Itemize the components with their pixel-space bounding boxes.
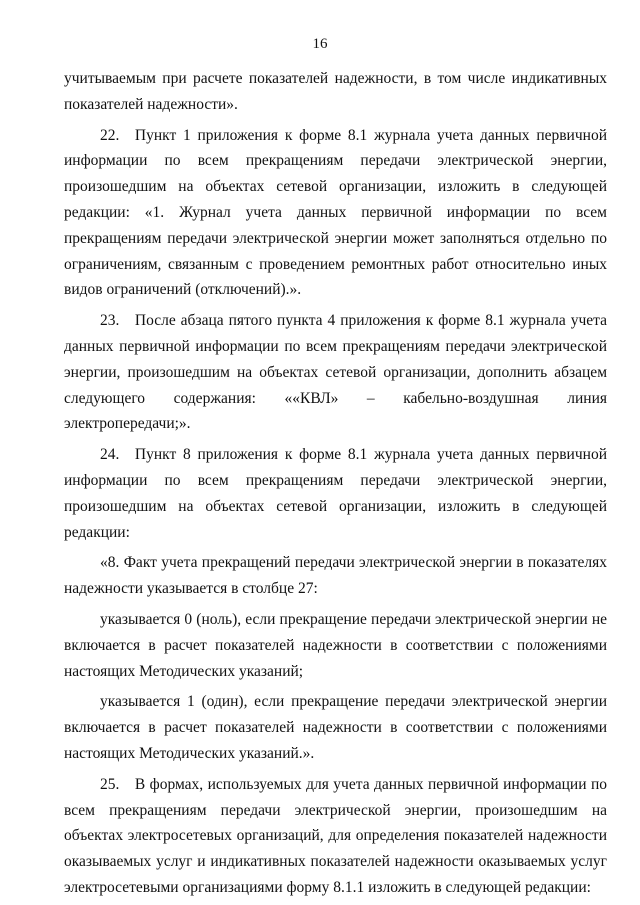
paragraph-item-25: 25. В формах, используемых для учета данных первичной информации по всем прекращениям передачи электрической энергии, произошедшим на объектах электросетевых организаций, для определения показателей надежности оказываемых услуг и индикативных показателей надежности оказываемых услуг электросетевыми организациями форму 8.1.1 изложить в следующей редакции: xyxy=(64,775,607,896)
paragraph-item-23: 23. После абзаца пятого пункта 4 приложения к форме 8.1 журнала учета данных первичной информации по всем прекращениям передачи электрической энергии, произошедшим на объектах сетевой организации, дополнить абзацем следующего содержания: ««КВЛ» – кабельно-воздушная линия электропередачи;». xyxy=(64,312,607,433)
paragraph-item-24: 24. Пункт 8 приложения к форме 8.1 журнала учета данных первичной информации по всем прекращениям передачи электрической энергии, произошедшим на объектах сетевой организации, изложить в следующей редакции: xyxy=(64,446,607,541)
paragraph-zero-case: указывается 0 (ноль), если прекращение передачи электрической энергии не включается в расчет показателей надежности в соответствии с положениями настоящих Методических указаний; xyxy=(64,610,607,680)
paragraph-item-22: 22. Пункт 1 приложения к форме 8.1 журнала учета данных первичной информации по всем прекращениям передачи электрической энергии, произошедшим на объектах сетевой организации, изложить в следующей редакции: «1. Журнал учета данных первичной информации по всем прекращениям передачи электрической энергии может заполняться отдельно по ограничениям, связанным с проведением ремонтных работ относительно иных видов ограничений (отключений).». xyxy=(64,126,607,299)
page-number: 16 xyxy=(312,36,328,52)
paragraph-one-case: указывается 1 (один), если прекращение передачи электрической энергии включается в расчет показателей надежности в соответствии с положениями настоящих Методических указаний.». xyxy=(64,693,607,762)
paragraph-item-8-quote: «8. Факт учета прекращений передачи электрической энергии в показателях надежности указывается в столбце 27: xyxy=(64,554,607,598)
paragraph-continuation: учитываемым при расчете показателей надежности, в том числе индикативных показателей надежности». xyxy=(64,70,607,113)
document-body xyxy=(64,66,607,903)
